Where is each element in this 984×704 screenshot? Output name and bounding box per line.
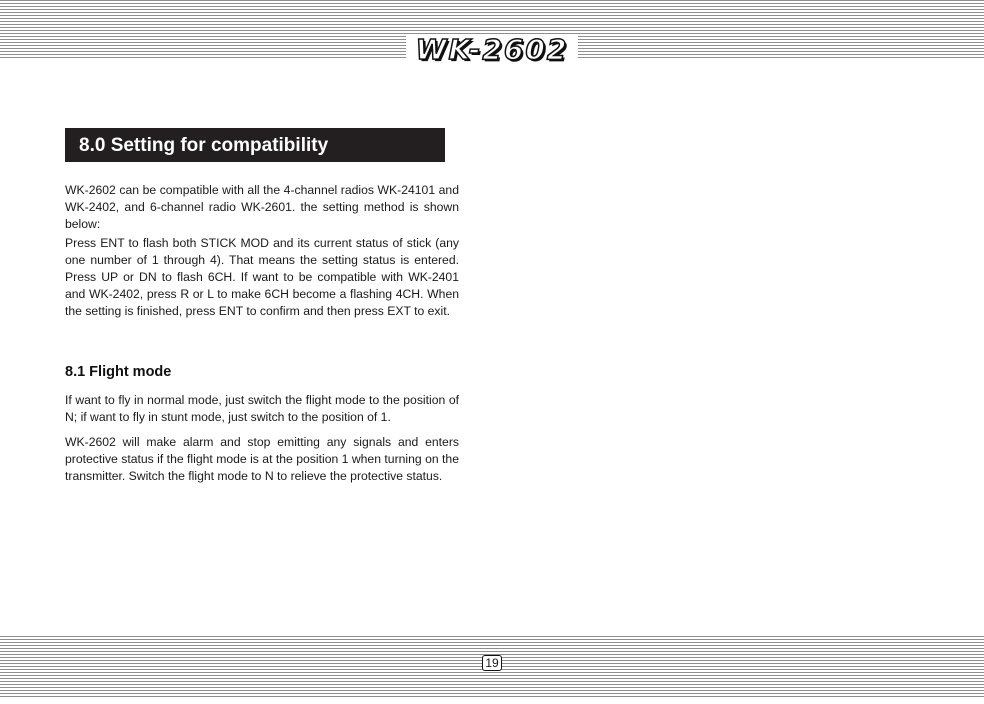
flight-mode-paragraph-2: WK-2602 will make alarm and stop emitting any signals and enters protective status if the flight mode is at the position 1 when turning on the transmitter. Switch the flight mode to N to relieve the protective status. <box>65 435 459 483</box>
footer <box>0 654 984 672</box>
intro-paragraph: WK-2602 can be compatible with all the 4-channel radios WK-24101 and WK-2402, and 6-channel radio WK-2601. the setting method is shown below: <box>65 183 459 231</box>
brand-logo: WK-2602 <box>406 34 579 66</box>
subsection-heading: 8.1 Flight mode <box>65 364 172 380</box>
setting-method-paragraph: Press ENT to flash both STICK MOD and its current status of stick (any one number of 1 through 4). That means the setting status is entered. Press UP or DN to flash 6CH. If want to be compatible with WK-2401 and WK-2402, press R or L to make 6CH become a flashing 4CH. When the setting is finished, press ENT to confirm and then press EXT to exit. <box>65 236 459 318</box>
header-brand <box>0 34 984 66</box>
section-title-banner: 8.0 Setting for compatibility <box>65 128 445 162</box>
page-number: 19 <box>482 655 501 671</box>
flight-mode-paragraph-1: If want to fly in normal mode, just switch the flight mode to the position of N; if want to fly in stunt mode, just switch to the position of 1. <box>65 393 459 424</box>
